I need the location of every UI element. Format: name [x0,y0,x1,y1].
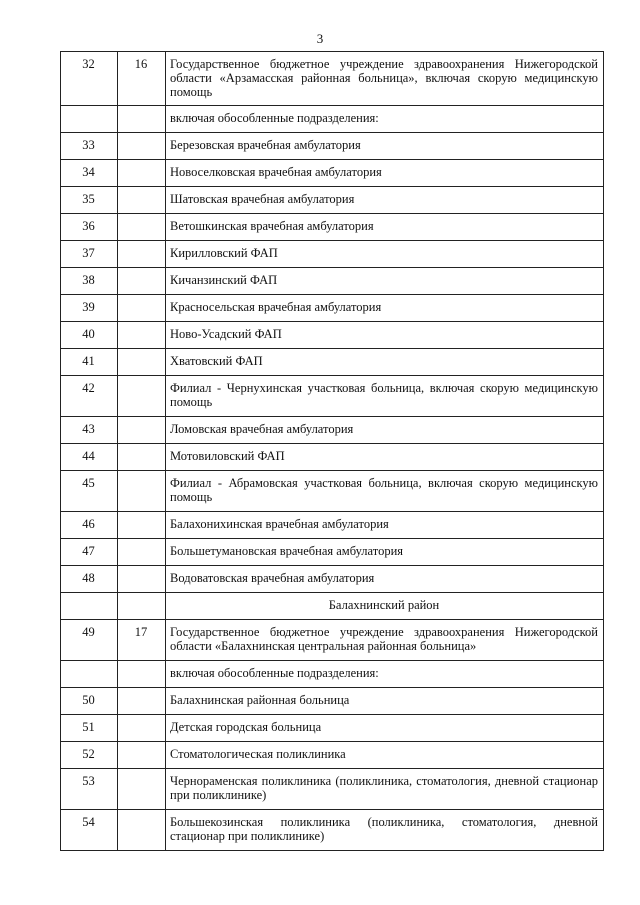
table-row [61,52,604,106]
table-row [61,661,604,688]
table-row [61,417,604,444]
institution-number-cell [118,444,166,471]
institution-name-cell: Хватовский ФАП [166,349,604,376]
institution-number-cell [118,688,166,715]
table-row [61,214,604,241]
institution-name-cell: Детская городская больница [166,715,604,742]
row-number-cell: 38 [61,268,118,295]
row-number-cell [61,661,118,688]
institution-number-cell [118,268,166,295]
institution-name-cell: Филиал - Абрамовская участковая больница, включая скорую медицинскую помощь [166,471,604,512]
table-row [61,187,604,214]
institution-number-cell [118,295,166,322]
institution-number-cell [118,376,166,417]
table-row [61,241,604,268]
table-row [61,268,604,295]
row-number-cell: 39 [61,295,118,322]
institution-number-cell [118,512,166,539]
table-row [61,566,604,593]
row-number-cell: 44 [61,444,118,471]
row-number-cell: 46 [61,512,118,539]
table-row [61,444,604,471]
institution-name-cell: включая обособленные подразделения: [166,106,604,133]
row-number-cell: 53 [61,769,118,810]
institution-name-cell: Государственное бюджетное учреждение здравоохранения Нижегородской области «Арзамасская районная больница», включая скорую медицинскую помощь [166,52,604,106]
row-number-cell: 41 [61,349,118,376]
institution-number-cell [118,322,166,349]
district-heading-cell: Балахнинский район [166,593,604,620]
row-number-cell: 32 [61,52,118,106]
institution-name-cell: Березовская врачебная амбулатория [166,133,604,160]
row-number-cell: 43 [61,417,118,444]
institution-name-cell: Филиал - Чернухинская участковая больница, включая скорую медицинскую помощь [166,376,604,417]
table-body [61,52,604,851]
institution-number-cell [118,769,166,810]
table-row [61,620,604,661]
table-row [61,810,604,851]
table-row [61,512,604,539]
row-number-cell [61,106,118,133]
row-number-cell: 49 [61,620,118,661]
institution-number-cell [118,133,166,160]
page-number: 3 [316,31,324,46]
institution-number-cell [118,715,166,742]
institution-name-cell: Кичанзинский ФАП [166,268,604,295]
institution-number-cell [118,810,166,851]
institutions-table [60,51,604,851]
institution-name-cell: Большетумановская врачебная амбулатория [166,539,604,566]
institution-name-cell: включая обособленные подразделения: [166,661,604,688]
row-number-cell: 48 [61,566,118,593]
row-number-cell: 42 [61,376,118,417]
row-number-cell: 52 [61,742,118,769]
table-row [61,106,604,133]
row-number-cell: 51 [61,715,118,742]
table-row [61,295,604,322]
institution-number-cell [118,160,166,187]
institution-number-cell [118,539,166,566]
institution-number-cell [118,661,166,688]
table-row [61,160,604,187]
institution-number-cell [118,106,166,133]
table-row [61,715,604,742]
row-number-cell: 54 [61,810,118,851]
table-row [61,593,604,620]
row-number-cell: 40 [61,322,118,349]
institution-number-cell [118,187,166,214]
institution-name-cell: Государственное бюджетное учреждение здравоохранения Нижегородской области «Балахнинская центральная районная больница» [166,620,604,661]
institution-name-cell: Балахнинская районная больница [166,688,604,715]
row-number-cell: 37 [61,241,118,268]
institution-number-cell [118,241,166,268]
institution-number-cell [118,349,166,376]
table-row [61,471,604,512]
institution-name-cell: Красносельская врачебная амбулатория [166,295,604,322]
institution-name-cell: Шатовская врачебная амбулатория [166,187,604,214]
row-number-cell: 47 [61,539,118,566]
institution-name-cell: Балахонихинская врачебная амбулатория [166,512,604,539]
row-number-cell: 35 [61,187,118,214]
table-row [61,133,604,160]
institution-name-cell: Ломовская врачебная амбулатория [166,417,604,444]
row-number-cell: 45 [61,471,118,512]
institution-name-cell: Ново-Усадский ФАП [166,322,604,349]
row-number-cell: 50 [61,688,118,715]
row-number-cell: 36 [61,214,118,241]
institution-number-cell [118,417,166,444]
institution-name-cell: Стоматологическая поликлиника [166,742,604,769]
institution-number-cell [118,471,166,512]
table-row [61,688,604,715]
table-row [61,539,604,566]
institution-name-cell: Чернораменская поликлиника (поликлиника, стоматология, дневной стационар при поликлинике) [166,769,604,810]
table-row [61,742,604,769]
institution-name-cell: Мотовиловский ФАП [166,444,604,471]
table-row [61,349,604,376]
institution-name-cell: Кирилловский ФАП [166,241,604,268]
row-number-cell [61,593,118,620]
institution-number-cell: 17 [118,620,166,661]
institution-name-cell: Ветошкинская врачебная амбулатория [166,214,604,241]
institution-number-cell [118,214,166,241]
institution-number-cell [118,566,166,593]
institution-number-cell [118,593,166,620]
row-number-cell: 34 [61,160,118,187]
table-row [61,769,604,810]
table-row [61,322,604,349]
institution-number-cell [118,742,166,769]
row-number-cell: 33 [61,133,118,160]
institution-name-cell: Большекозинская поликлиника (поликлиника, стоматология, дневной стационар при поликлинике) [166,810,604,851]
institution-name-cell: Новоселковская врачебная амбулатория [166,160,604,187]
table-row [61,376,604,417]
institution-name-cell: Водоватовская врачебная амбулатория [166,566,604,593]
institution-number-cell: 16 [118,52,166,106]
